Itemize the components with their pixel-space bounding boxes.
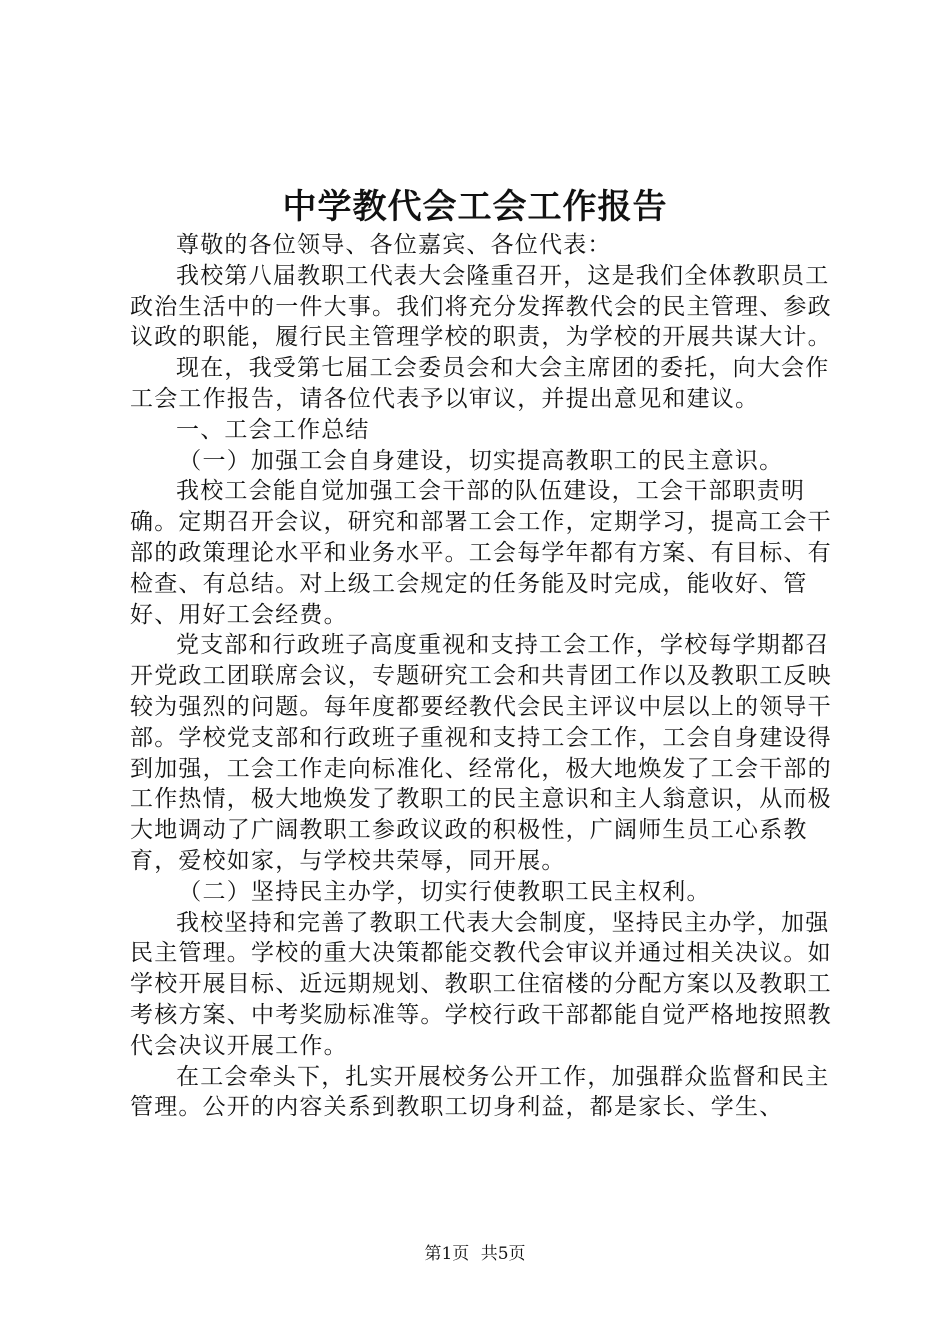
body-paragraph: 党支部和行政班子高度重视和支持工会工作，学校每学期都召开党政工团联席会议，专题研究工会和共青团工作以及教职工反映较为强烈的问题。每年度都要经教代会民主评议中层以上的领导干部。学校党支部和行政班子重视和支持工会工作，工会自身建设得到加强，工会工作走向标准化、经常化，极大地焕发了工会干部的工作热情，极大地焕发了教职工的民主意识和主人翁意识，从而极大地调动了广阔教职工参政议政的积极性，广阔师生员工心系教育，爱校如家，与学校共荣辱，同开展。 [130, 632, 832, 874]
page-number: 第1页 [424, 1244, 470, 1264]
document-body [130, 230, 842, 1123]
body-paragraph: 现在，我受第七届工会委员会和大会主席团的委托，向大会作工会工作报告，请各位代表予以审议，并提出意见和建议。 [130, 355, 830, 412]
body-paragraph: 我校第八届教职工代表大会隆重召开，这是我们全体教职员工政治生活中的一件大事。我们将充分发挥教代会的民主管理、参政议政的职能，履行民主管理学校的职责，为学校的开展共谋大计。 [130, 262, 832, 351]
body-paragraph: 在工会牵头下，扎实开展校务公开工作，加强群众监督和民主管理。公开的内容关系到教职工切身利益，都是家长、学生、 [130, 1063, 830, 1121]
body-paragraph: 我校坚持和完善了教职工代表大会制度，坚持民主办学，加强民主管理。学校的重大决策都能交教代会审议并通过相关决议。如学校开展目标、近远期规划、教职工住宿楼的分配方案以及教职工考核方案、中考奖励标准等。学校行政干部都能自觉严格地按照教代会决议开展工作。 [130, 909, 832, 1059]
page-total: 共5页 [480, 1244, 526, 1264]
section-heading: 一、工会工作总结 [176, 416, 370, 443]
document-title: 中学教代会工会工作报告 [282, 187, 668, 227]
body-paragraph: 我校工会能自觉加强工会干部的队伍建设，工会干部职责明确。定期召开会议，研究和部署工会工作，定期学习，提高工会干部的政策理论水平和业务水平。工会每学年都有方案、有目标、有检查、有总结。对上级工会规定的任务能及时完成，能收好、管好、用好工会经费。 [130, 478, 832, 628]
subsection-heading: （一）加强工会自身建设，切实提高教职工的民主意识。 [178, 447, 784, 474]
page-footer [0, 1242, 950, 1266]
subsection-heading: （二）坚持民主办学，切实行使教职工民主权利。 [178, 878, 711, 905]
salutation-paragraph: 尊敬的各位领导、各位嘉宾、各位代表： [176, 232, 612, 258]
